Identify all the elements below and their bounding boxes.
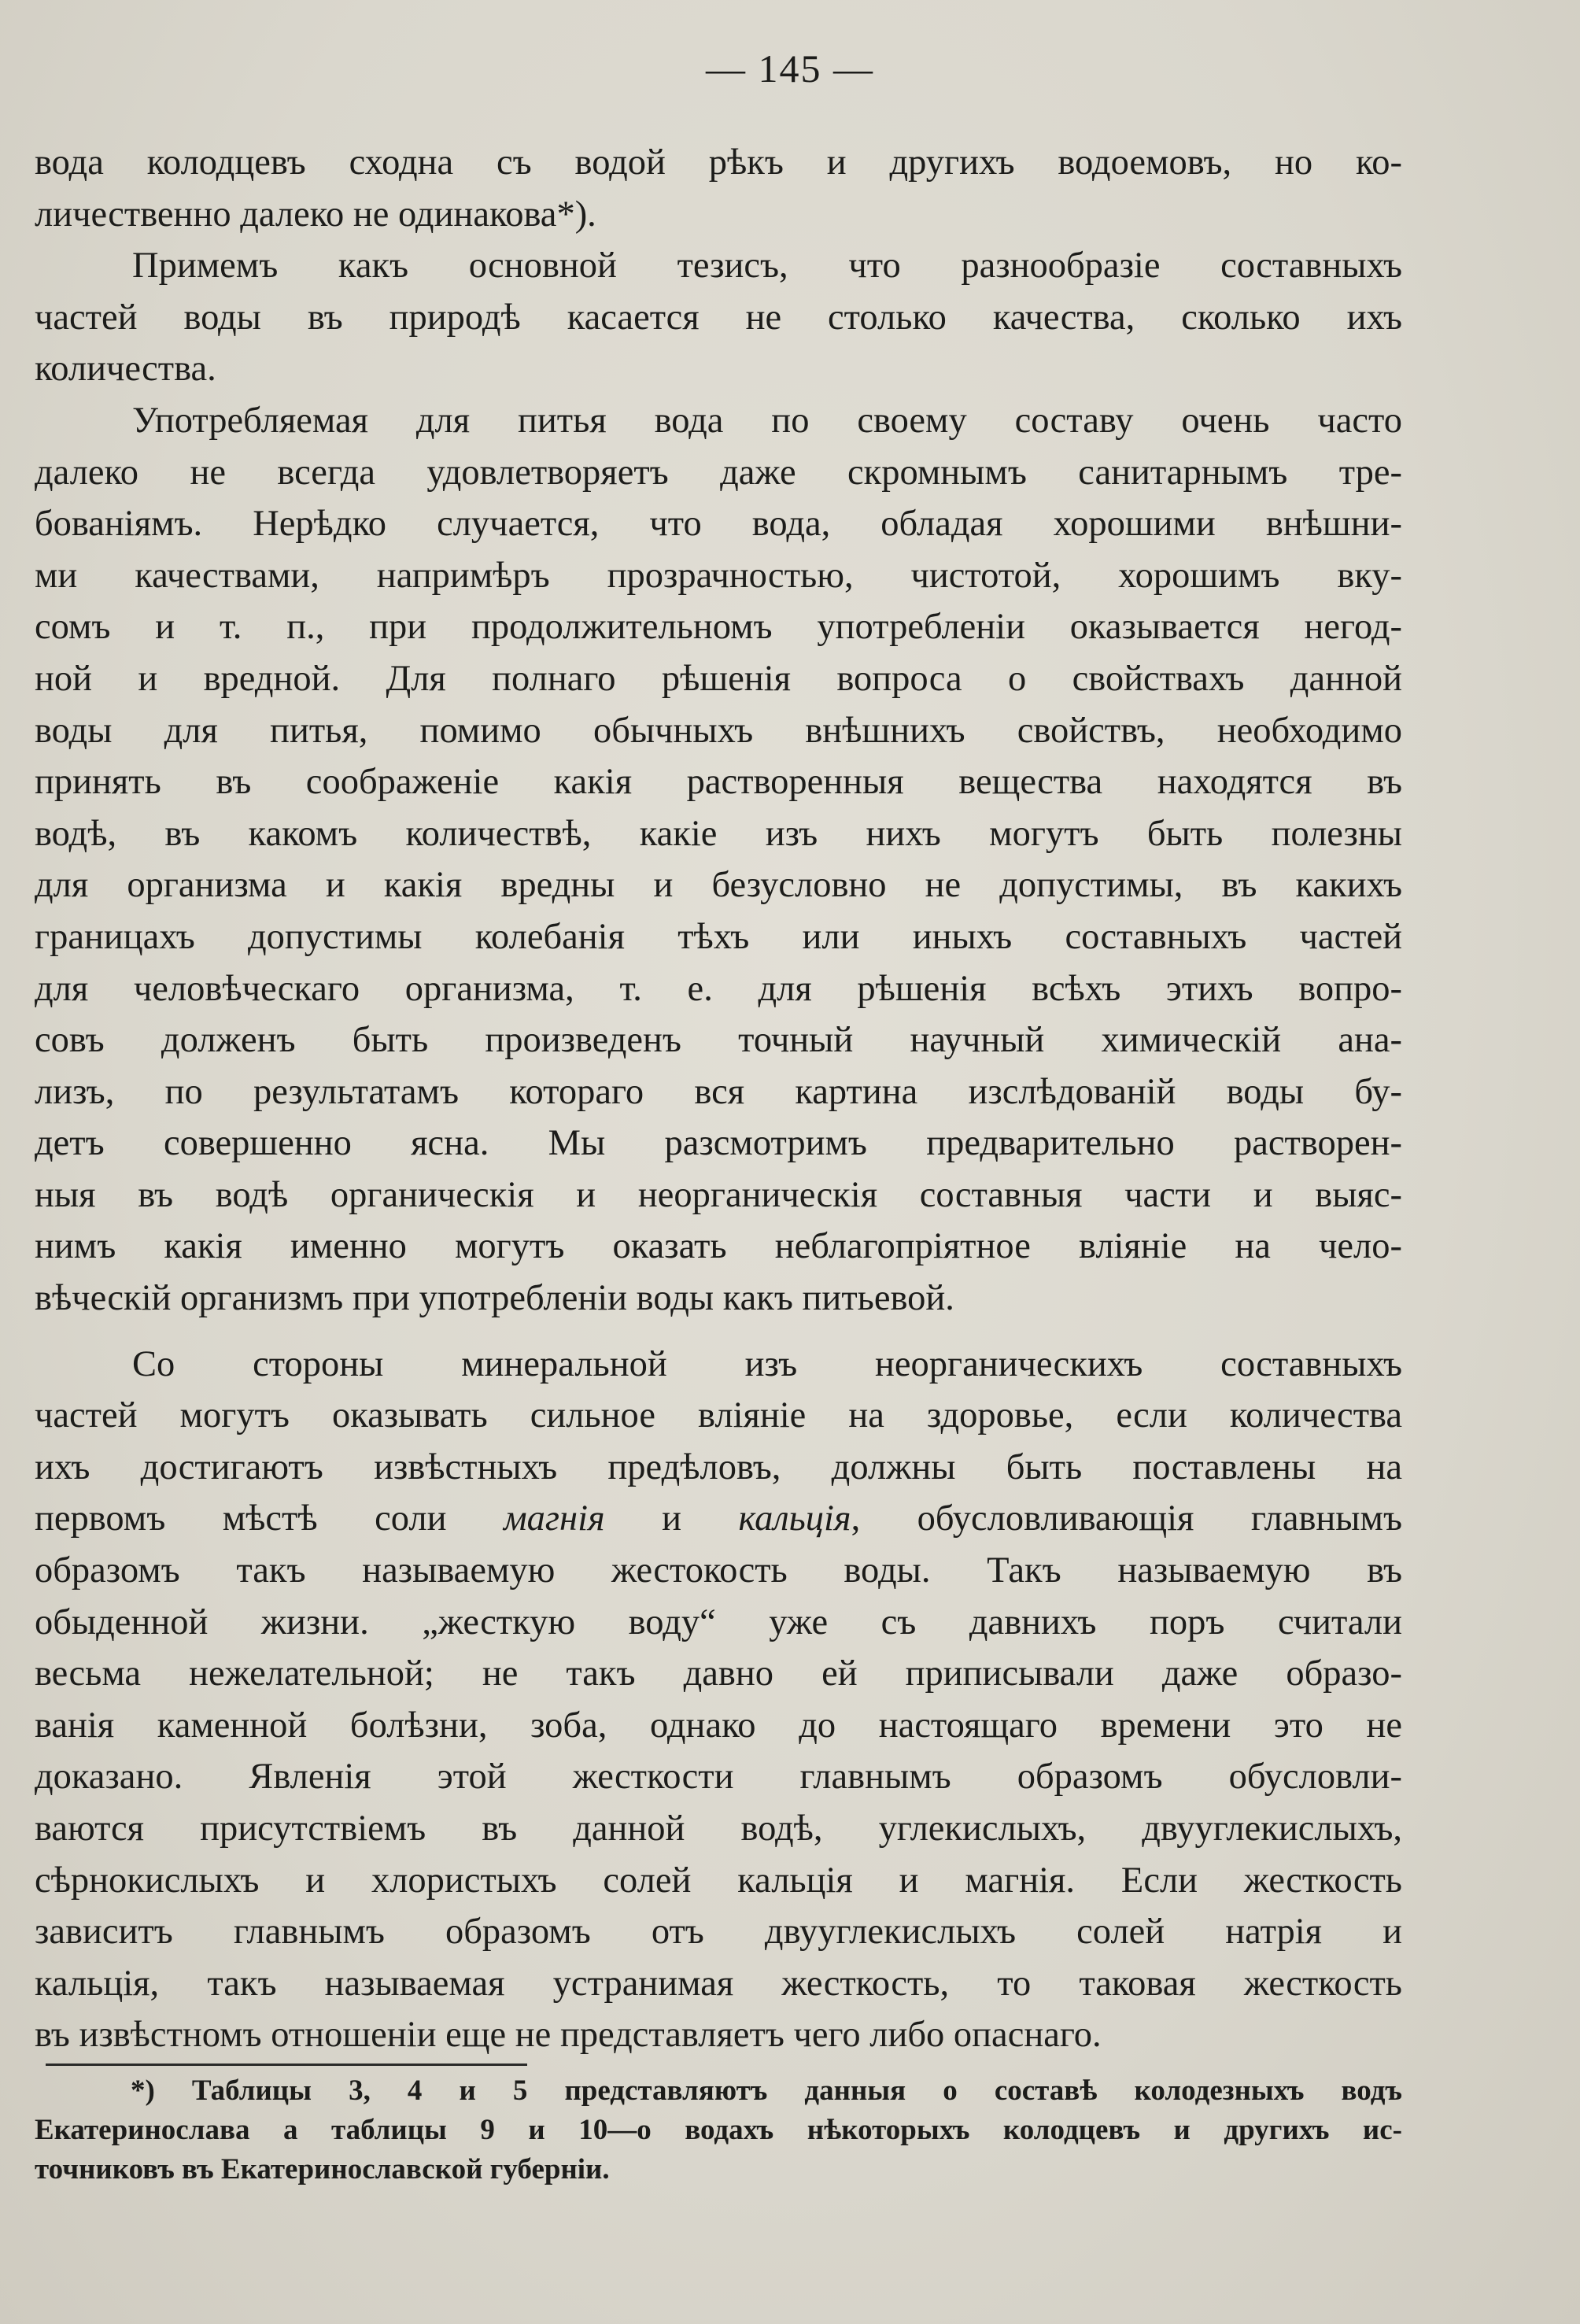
footnote-divider [46, 2064, 527, 2066]
text-line: частей воды въ природѣ касается не столько качества, сколько ихъ [35, 297, 1402, 338]
text-line: зависитъ главнымъ образомъ отъ двууглекислыхъ солей натрія и [35, 1912, 1402, 1953]
paragraph [35, 395, 1402, 1325]
paragraph [35, 137, 1402, 240]
text-line: доказано. Явленія этой жесткости главнымъ образомъ обусловли- [35, 1757, 1402, 1797]
text-line: количества. [35, 349, 216, 390]
text-line: границахъ допустимы колебанія тѣхъ или иныхъ составныхъ частей [35, 916, 1402, 957]
text-line: ванія каменной болѣзни, зоба, однако до настоящаго времени это не [35, 1705, 1402, 1746]
text-line: ваются присутствіемъ въ данной водѣ, углекислыхъ, двууглекислыхъ, [35, 1809, 1402, 1849]
text-line: детъ совершенно ясна. Мы разсмотримъ предварительно растворен- [35, 1123, 1402, 1164]
text-line: частей могутъ оказывать сильное вліяніе на здоровье, если количества [35, 1395, 1402, 1436]
text-line: сѣрнокислыхъ и хлористыхъ солей кальція и магнія. Если жесткость [35, 1860, 1402, 1901]
text-line: нимъ какія именно могутъ оказать неблагопріятное вліяніе на чело- [35, 1226, 1402, 1267]
footnote-line: Екатеринослава а таблицы 9 и 10—о водахъ нѣкоторыхъ колодцевъ и другихъ ис- [35, 2114, 1402, 2146]
text-line: вѣческій организмъ при употребленіи воды какъ питьевой. [35, 1278, 954, 1319]
text-line: Примемъ какъ основной тезисъ, что разнообразіе составныхъ [132, 246, 1402, 286]
text-line: для человѣческаго организма, т. е. для рѣшенія всѣхъ этихъ вопро- [35, 968, 1402, 1009]
text-line: личественно далеко не одинакова*). [35, 194, 596, 235]
text-line: обыденной жизни. „жесткую воду“ уже съ давнихъ поръ считали [35, 1602, 1402, 1642]
page-number: — 145 — [706, 46, 874, 91]
text-line: бованіямъ. Нерѣдко случается, что вода, обладая хорошими внѣшни- [35, 504, 1402, 545]
paragraph [35, 240, 1402, 395]
text-line: сомъ и т. п., при продолжительномъ употребленіи оказывается негод- [35, 607, 1402, 648]
text-line: первомъ мѣстѣ соли магнія и кальція, обусловливающія главнымъ [35, 1498, 1403, 1539]
text-line: вода колодцевъ сходна съ водой рѣкъ и другихъ водоемовъ, но ко- [35, 142, 1402, 183]
text-line: въ извѣстномъ отношеніи еще не представляетъ чего либо опаснаго. [35, 2015, 1102, 2056]
text-line: ихъ достигаютъ извѣстныхъ предѣловъ, должны быть поставлены на [35, 1446, 1402, 1487]
body-text [35, 137, 1402, 2061]
text-line: Со стороны минеральной изъ неорганическихъ составныхъ [132, 1343, 1402, 1384]
text-line: ныя въ водѣ органическія и неорганическія составныя части и выяс- [35, 1174, 1402, 1215]
footnote-line: *) Таблицы 3, 4 и 5 представляютъ данныя о составѣ колодезныхъ водъ [131, 2075, 1402, 2107]
italic-term: магнія [503, 1498, 605, 1539]
text-line: водѣ, въ какомъ количествѣ, какіе изъ нихъ могутъ быть полезны [35, 813, 1402, 854]
text-line: образомъ такъ называемую жестокость воды. Такъ называемую въ [35, 1550, 1402, 1591]
text-line: воды для питья, помимо обычныхъ внѣшнихъ свойствъ, необходимо [35, 710, 1402, 751]
text-line: принять въ соображеніе какія растворенныя вещества находятся въ [35, 762, 1402, 803]
text-line: весьма нежелательной; не такъ давно ей приписывали даже образо- [35, 1653, 1402, 1694]
footnote-line: точниковъ въ Екатеринославской губерніи. [35, 2153, 610, 2185]
text-line: Употребляемая для питья вода по своему составу очень часто [132, 400, 1402, 441]
text-line: совъ долженъ быть произведенъ точный научный химическій ана- [35, 1020, 1402, 1061]
text-line: ми качествами, напримѣръ прозрачностью, чистотой, хорошимъ вку- [35, 555, 1402, 596]
footnote [35, 2071, 1402, 2189]
text-line: лизъ, по результатамъ котораго вся картина изслѣдованій воды бу- [35, 1071, 1402, 1112]
paragraph [35, 1339, 1402, 2061]
text-line: далеко не всегда удовлетворяетъ даже скромнымъ санитарнымъ тре- [35, 452, 1402, 493]
text-line: ной и вредной. Для полнаго рѣшенія вопроса о свойствахъ данной [35, 658, 1402, 699]
text-line: для организма и какія вредны и безусловно не допустимы, въ какихъ [35, 865, 1402, 906]
italic-term: кальція [738, 1498, 851, 1539]
text-line: кальція, такъ называемая устранимая жесткость, то таковая жесткость [35, 1963, 1402, 2004]
